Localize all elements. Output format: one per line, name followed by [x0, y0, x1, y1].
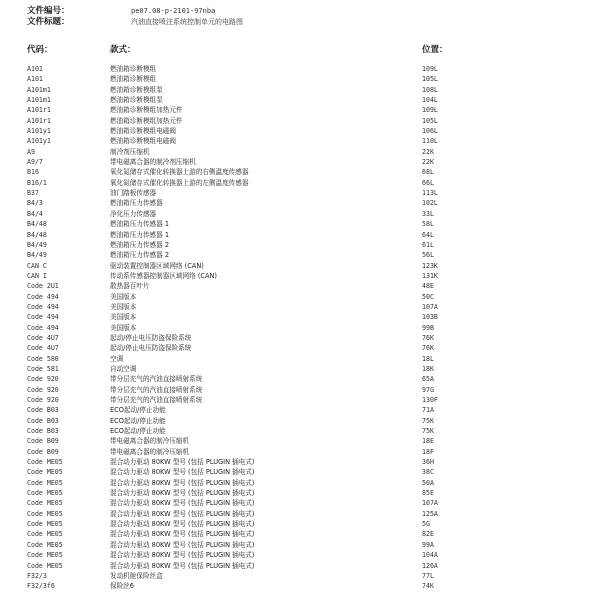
component-code: Code B09: [27, 437, 59, 446]
table-row: [0, 488, 603, 498]
component-name: 制冷剂压缩机: [110, 147, 150, 156]
table-row: [0, 519, 603, 529]
table-row: [0, 436, 603, 446]
component-name: 燃油箱诊断模组泵: [110, 96, 163, 105]
component-name: ECO起动/停止功能: [110, 406, 166, 415]
diagram-position: 38C: [422, 468, 434, 477]
diagram-position: 64L: [422, 230, 434, 239]
diagram-position: 126A: [422, 561, 438, 570]
component-code: Code 494: [27, 313, 59, 322]
diagram-position: 22K: [422, 147, 434, 156]
component-name: 燃油箱诊断模组电磁阀: [110, 127, 176, 136]
table-row: [0, 509, 603, 519]
component-code: A101y1: [27, 127, 51, 136]
diagram-position: 65A: [422, 375, 434, 384]
diagram-position: 131K: [422, 271, 438, 280]
diagram-position: 76K: [422, 333, 434, 342]
component-name: 燃油箱压力传感器 2: [110, 251, 170, 260]
component-code: Code ME05: [27, 520, 63, 529]
table-row: [0, 498, 603, 508]
diagram-position: 108L: [422, 85, 438, 94]
component-name: 散热器百叶片: [110, 282, 150, 291]
diagram-position: 75K: [422, 416, 434, 425]
table-row: [0, 271, 603, 281]
diagram-position: 105L: [422, 116, 438, 125]
component-name: 发动机舱保险丝盒: [110, 571, 163, 580]
component-name: 燃油箱诊断模组加热元件: [110, 116, 183, 125]
component-code: Code 920: [27, 385, 59, 394]
component-table: [0, 64, 603, 592]
diagram-position: 58L: [422, 220, 434, 229]
diagram-position: 22K: [422, 158, 434, 167]
table-row: [0, 354, 603, 364]
component-code: A101m1: [27, 96, 51, 105]
component-code: A101r1: [27, 106, 51, 115]
table-row: [0, 416, 603, 426]
diagram-position: 99B: [422, 323, 434, 332]
diagram-position: 103B: [422, 313, 438, 322]
component-code: Code ME05: [27, 509, 63, 518]
component-name: 带分层充气的汽油直接喷射系统: [110, 385, 203, 394]
table-row: [0, 550, 603, 560]
diagram-position: 18K: [422, 364, 434, 373]
component-name: 净化压力传感器: [110, 209, 157, 218]
component-code: B4/4: [27, 209, 43, 218]
diagram-position: 18L: [422, 354, 434, 363]
component-code: B4/49: [27, 240, 47, 249]
component-name: 混合动力驱动 80KW 型号 (包括 PLUGIN 插电式): [110, 551, 255, 560]
table-row: [0, 188, 603, 198]
table-row: [0, 292, 603, 302]
component-name: 油门踏板传感器: [110, 189, 157, 198]
doc-number-label: 文件编号：: [27, 6, 70, 16]
component-name: 混合动力驱动 80KW 型号 (包括 PLUGIN 插电式): [110, 478, 255, 487]
table-row: [0, 364, 603, 374]
table-row: [0, 374, 603, 384]
table-row: [0, 250, 603, 260]
table-row: [0, 343, 603, 353]
component-code: Code 4U7: [27, 333, 59, 342]
component-name: 燃油箱诊断模组泵: [110, 85, 163, 94]
diagram-position: 68L: [422, 168, 434, 177]
component-code: CAN C: [27, 261, 47, 270]
table-row: [0, 157, 603, 167]
table-row: [0, 467, 603, 477]
doc-title-label: 文件标题：: [27, 17, 70, 27]
component-code: Code ME05: [27, 458, 63, 467]
doc-number: pe07.08-p-2101-97nba: [131, 7, 216, 15]
table-row: [0, 219, 603, 229]
table-row: [0, 209, 603, 219]
component-code: B4/3: [27, 199, 43, 208]
component-code: Code 920: [27, 375, 59, 384]
table-row: [0, 64, 603, 74]
diagram-position: 109L: [422, 106, 438, 115]
column-header-position: 位置：: [422, 45, 448, 55]
diagram-position: 33L: [422, 209, 434, 218]
diagram-position: 97G: [422, 385, 434, 394]
diagram-position: 110L: [422, 137, 438, 146]
component-name: 保险丝6: [110, 582, 134, 591]
component-code: B4/48: [27, 230, 47, 239]
diagram-position: 104L: [422, 96, 438, 105]
column-header-code: 代码：: [27, 45, 53, 55]
diagram-position: 71A: [422, 406, 434, 415]
component-code: A9: [27, 147, 35, 156]
component-name: 美国版本: [110, 292, 137, 301]
component-code: Code B03: [27, 406, 59, 415]
table-row: [0, 95, 603, 105]
component-code: Code 494: [27, 302, 59, 311]
component-code: B4/48: [27, 220, 47, 229]
diagram-position: 130F: [422, 396, 438, 404]
table-row: [0, 333, 603, 343]
component-name: 混合动力驱动 80KW 型号 (包括 PLUGIN 插电式): [110, 509, 255, 518]
table-row: [0, 395, 603, 405]
component-code: A101y1: [27, 137, 51, 146]
component-code: Code B09: [27, 447, 59, 456]
table-row: [0, 478, 603, 488]
table-row: [0, 126, 603, 136]
component-code: F32/3: [27, 571, 47, 580]
table-row: [0, 529, 603, 539]
component-name: 燃油箱诊断模组: [110, 75, 157, 84]
component-name: 氧化氮储存式催化转换器上游的右侧温度传感器: [110, 168, 249, 177]
table-row: [0, 230, 603, 240]
component-name: 燃油箱压力传感器 1: [110, 230, 170, 239]
table-row: [0, 74, 603, 84]
diagram-position: 104A: [422, 551, 438, 560]
table-row: [0, 540, 603, 550]
column-header-name: 款式：: [110, 45, 136, 55]
table-row: [0, 85, 603, 95]
table-row: [0, 147, 603, 157]
diagram-position: 76K: [422, 344, 434, 353]
component-name: 混合动力驱动 80KW 型号 (包括 PLUGIN 插电式): [110, 540, 255, 549]
component-code: Code ME05: [27, 468, 63, 477]
table-row: [0, 426, 603, 436]
diagram-position: 113L: [422, 189, 438, 198]
diagram-position: 109L: [422, 65, 438, 73]
diagram-position: 18F: [422, 447, 434, 456]
table-row: [0, 561, 603, 571]
diagram-position: 50A: [422, 478, 434, 487]
table-row: [0, 447, 603, 457]
component-code: Code ME05: [27, 478, 63, 487]
component-code: A101m1: [27, 85, 51, 94]
component-code: Code 581: [27, 364, 59, 373]
diagram-position: 74K: [422, 582, 434, 591]
table-row: [0, 240, 603, 250]
component-name: 带电磁离合器的制冷剂压缩机: [110, 158, 196, 167]
component-name: 混合动力驱动 80KW 型号 (包括 PLUGIN 插电式): [110, 499, 255, 508]
table-row: [0, 312, 603, 322]
component-code: A101r1: [27, 116, 51, 125]
component-name: 起动/停止电压防盗保险系统: [110, 333, 192, 342]
component-name: 空调: [110, 354, 124, 363]
component-name: 带分层充气的汽油直接喷射系统: [110, 396, 203, 404]
diagram-position: 77L: [422, 571, 434, 580]
diagram-position: 18E: [422, 437, 434, 446]
doc-title: 汽油直接喷注系统控制单元的电路图: [131, 18, 243, 26]
component-name: 燃油箱诊断模组电磁阀: [110, 137, 176, 146]
component-code: Code 920: [27, 396, 59, 404]
component-code: Code 2U1: [27, 282, 59, 291]
component-name: ECO起动/停止功能: [110, 427, 166, 436]
table-row: [0, 302, 603, 312]
component-name: 燃油箱压力传感器 2: [110, 240, 170, 249]
diagram-position: 75K: [422, 427, 434, 436]
component-code: A101: [27, 65, 43, 73]
table-row: [0, 167, 603, 177]
component-code: Code ME05: [27, 530, 63, 539]
component-name: 氧化氮储存式催化转换器上游的左侧温度传感器: [110, 178, 249, 187]
diagram-position: 125A: [422, 509, 438, 518]
component-code: CAN I: [27, 271, 47, 280]
table-row: [0, 581, 603, 591]
diagram-position: 107A: [422, 499, 438, 508]
component-name: 带电磁离合器的制冷压缩机: [110, 437, 190, 446]
component-name: 燃油箱诊断模组加热元件: [110, 106, 183, 115]
diagram-position: 102L: [422, 199, 438, 208]
component-code: Code 494: [27, 292, 59, 301]
table-row: [0, 571, 603, 581]
component-name: 带电磁离合器的制冷压缩机: [110, 447, 190, 456]
component-code: Code ME05: [27, 561, 63, 570]
table-row: [0, 405, 603, 415]
table-row: [0, 261, 603, 271]
component-name: 起动/停止电压防盗保险系统: [110, 344, 192, 353]
component-name: 自动空调: [110, 364, 137, 373]
component-name: 混合动力驱动 80KW 型号 (包括 PLUGIN 插电式): [110, 468, 255, 477]
component-code: Code ME05: [27, 540, 63, 549]
component-code: F32/3f6: [27, 582, 55, 591]
component-code: Code 494: [27, 323, 59, 332]
table-row: [0, 281, 603, 291]
component-code: B16: [27, 168, 39, 177]
component-code: Code ME05: [27, 551, 63, 560]
component-code: B16/1: [27, 178, 47, 187]
component-name: 混合动力驱动 80KW 型号 (包括 PLUGIN 插电式): [110, 530, 255, 539]
diagram-position: 105L: [422, 75, 438, 84]
table-row: [0, 198, 603, 208]
component-name: 燃油箱压力传感器: [110, 199, 163, 208]
component-name: 燃油箱诊断模组: [110, 65, 157, 73]
diagram-position: 66L: [422, 178, 434, 187]
component-code: A101: [27, 75, 43, 84]
diagram-position: 61L: [422, 240, 434, 249]
component-name: ECO起动/停止功能: [110, 416, 166, 425]
diagram-position: 5G: [422, 520, 430, 529]
component-name: 美国版本: [110, 302, 137, 311]
component-name: 燃油箱压力传感器 1: [110, 220, 170, 229]
table-row: [0, 178, 603, 188]
table-row: [0, 457, 603, 467]
component-name: 带分层充气的汽油直接喷射系统: [110, 375, 203, 384]
component-code: Code ME05: [27, 489, 63, 498]
component-name: 传动系传感器控制器区域网络 (CAN): [110, 271, 218, 280]
component-name: 美国版本: [110, 323, 137, 332]
component-code: B37: [27, 189, 39, 198]
diagram-position: 50C: [422, 292, 434, 301]
component-name: 驱动装置控制器区域网络 (CAN): [110, 261, 204, 270]
table-row: [0, 136, 603, 146]
diagram-position: 99A: [422, 540, 434, 549]
diagram-position: 106L: [422, 127, 438, 136]
component-code: Code B03: [27, 427, 59, 436]
component-code: Code 580: [27, 354, 59, 363]
diagram-position: 36H: [422, 458, 434, 467]
component-code: B4/49: [27, 251, 47, 260]
table-row: [0, 116, 603, 126]
diagram-position: 107A: [422, 302, 438, 311]
component-name: 混合动力驱动 80KW 型号 (包括 PLUGIN 插电式): [110, 489, 255, 498]
diagram-position: 48E: [422, 282, 434, 291]
table-row: [0, 385, 603, 395]
table-row: [0, 323, 603, 333]
diagram-position: 123K: [422, 261, 438, 270]
component-code: A9/7: [27, 158, 43, 167]
component-name: 美国版本: [110, 313, 137, 322]
component-code: Code ME05: [27, 499, 63, 508]
diagram-position: 56L: [422, 251, 434, 260]
component-code: Code 4U7: [27, 344, 59, 353]
component-name: 混合动力驱动 80KW 型号 (包括 PLUGIN 插电式): [110, 520, 255, 529]
diagram-position: 85E: [422, 489, 434, 498]
component-code: Code B03: [27, 416, 59, 425]
component-name: 混合动力驱动 80KW 型号 (包括 PLUGIN 插电式): [110, 561, 255, 570]
component-name: 混合动力驱动 80KW 型号 (包括 PLUGIN 插电式): [110, 458, 255, 467]
table-row: [0, 105, 603, 115]
diagram-position: 82E: [422, 530, 434, 539]
